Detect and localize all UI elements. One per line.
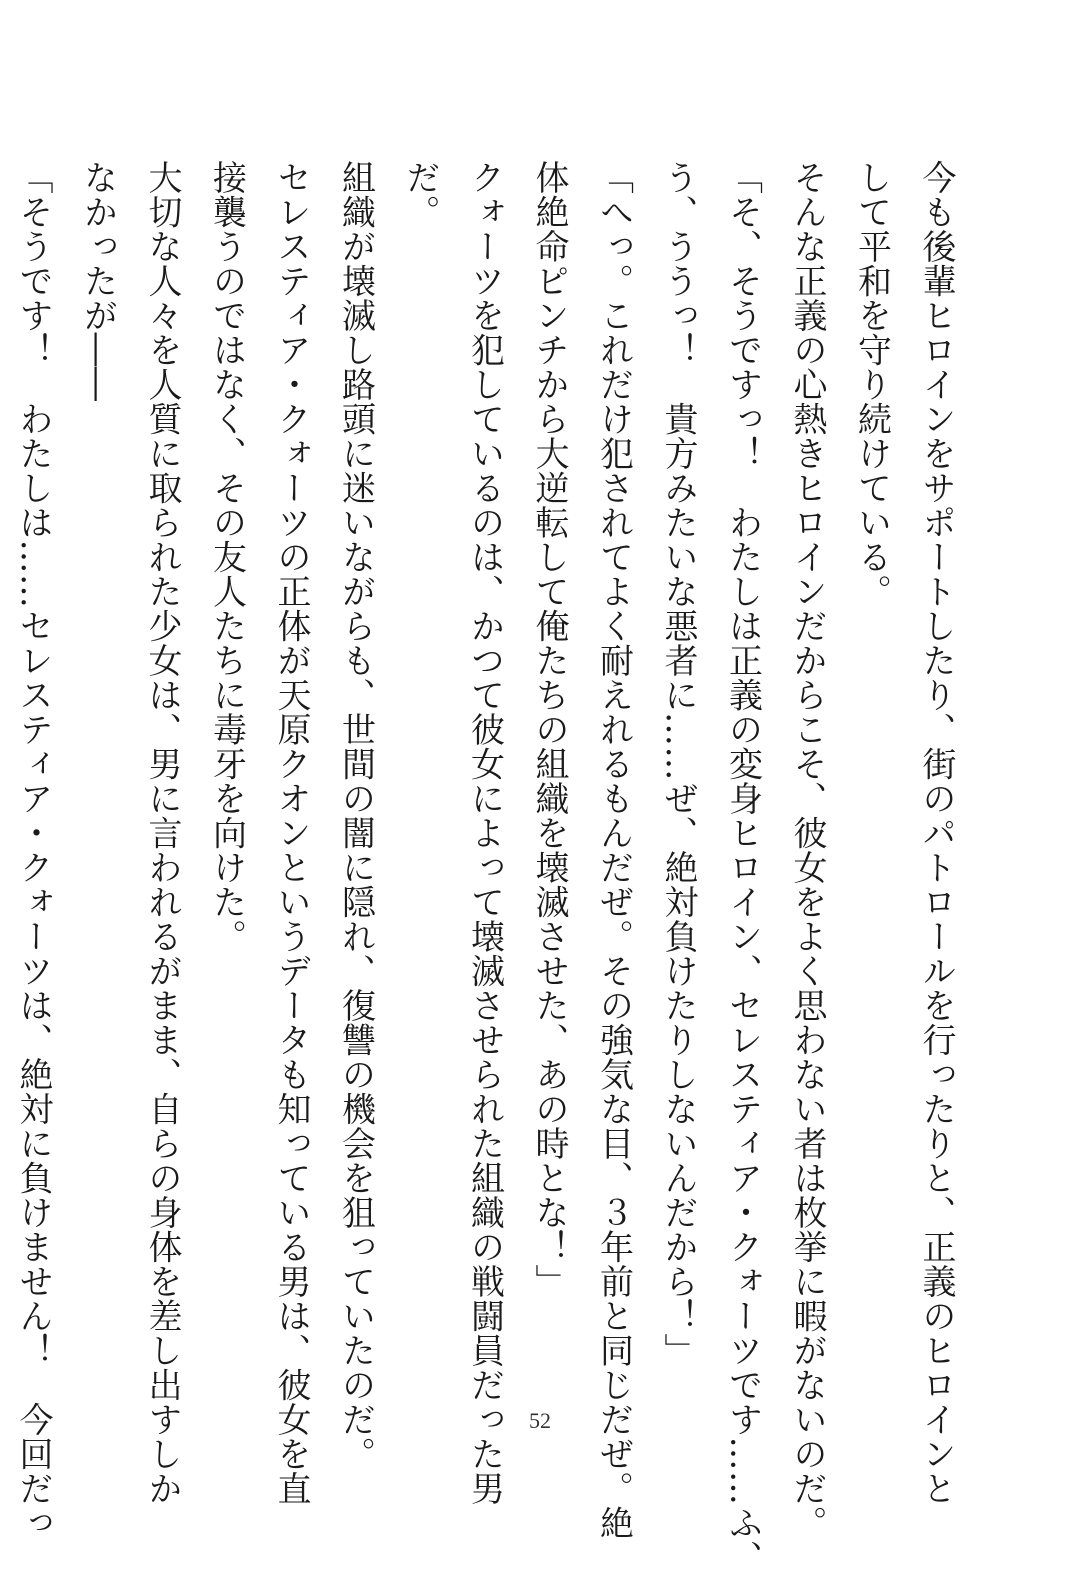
text-line: なかったが――: [77, 160, 118, 402]
text-line: [0, 160, 1, 1330]
text-line: セレスティア・クォーツの正体が天原クオンというデータも知っている男は、彼女を直: [271, 160, 311, 1506]
text-line: 大切な人々を人質に取られた少女は、男に言われるがまま、自らの身体を差し出すしか: [142, 160, 182, 1506]
text-line: 「そ、そうですっ！ わたしは正義の変身ヒロイン、セレスティア・クォーツです……ふ、: [722, 160, 763, 1575]
text-line: う、ううっ！ 貴方みたいな悪者に……ぜ、絶対負けたりしないんだから！」: [658, 160, 698, 1368]
text-line: クォーツを犯しているのは、かつて彼女によって壊滅させられた組織の戦闘員だった男: [464, 160, 505, 1506]
text-line: 体絶命ピンチから大逆転して俺たちの組織を壊滅させた、あの時とな！」: [529, 160, 569, 1299]
text-line: 接襲うのではなく、その友人たちに毒牙を向けた。: [206, 160, 247, 954]
text-line: 今も後輩ヒロインをサポートしたり、街のパトロールを行ったりと、正義のヒロインと: [916, 160, 956, 1506]
text-line: 「へっ。これだけ犯されてよく耐えれるもんだぜ。その強気な目、３年前と同じだぜ。絶: [593, 160, 634, 1540]
text-line: そんな正義の心熱きヒロインだからこそ、彼女をよく思わない者は枚挙に暇がないのだ。: [787, 160, 827, 1540]
text-line: 組織が壊滅し路頭に迷いながらも、世間の闇に隠れ、復讐の機会を狙っていたのだ。: [335, 160, 376, 1471]
text-line: 「そうです！ わたしは……セレスティア・クォーツは、絶対に負けません！ 今回だっ: [13, 160, 53, 1540]
text-line: して平和を守り続けている。: [851, 160, 892, 609]
page-number: 52: [529, 1408, 551, 1433]
text-line: だ。: [400, 160, 440, 229]
